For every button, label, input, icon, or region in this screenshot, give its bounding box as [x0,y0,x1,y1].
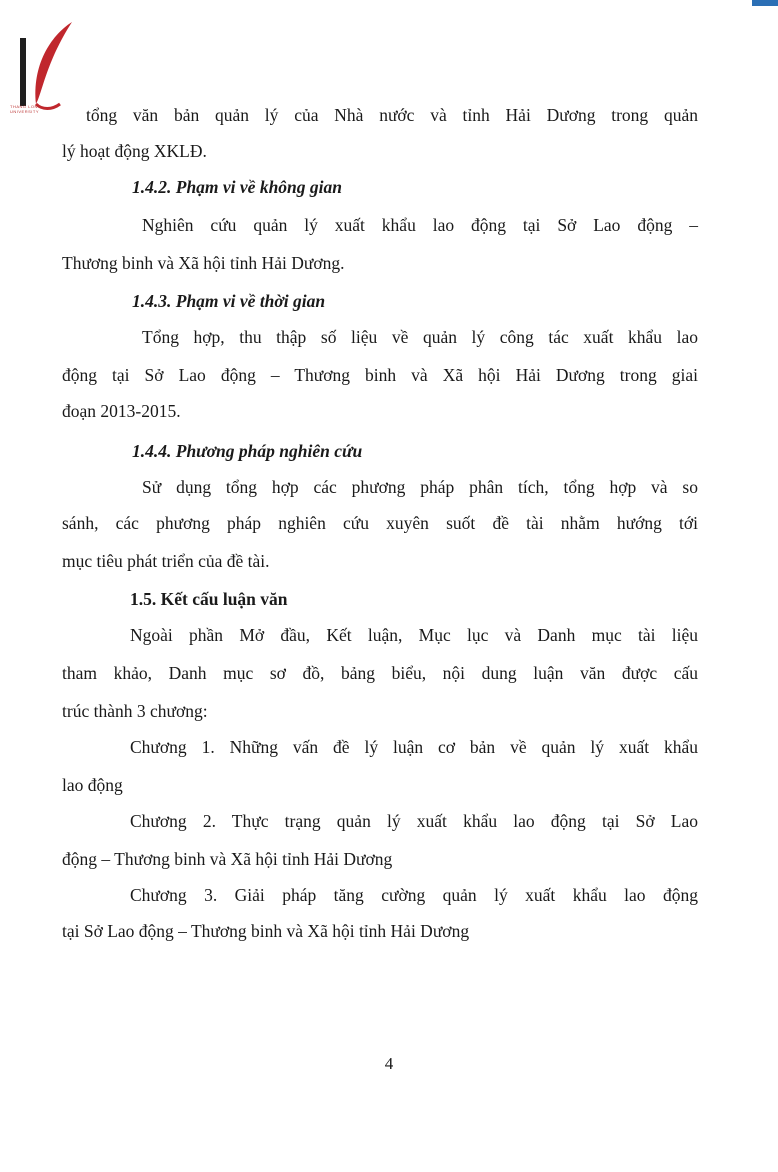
chapter-item-2: Chương 2. Thực trạng quản lý xuất khẩu lao động tại Sở Lao [130,811,698,831]
logo-caption: THANG LONG UNIVERSITY [10,104,42,114]
text-line: Nghiên cứu quản lý xuất khẩu lao động tại Sở Lao động – [142,215,698,235]
text-line: động tại Sở Lao động – Thương binh và Xã hội Hải Dương trong giai [62,365,698,385]
section-heading-1-5: 1.5. Kết cấu luận văn [130,589,288,609]
text-line: sánh, các phương pháp nghiên cứu xuyên suốt đề tài nhằm hướng tới [62,513,698,533]
text-line: động – Thương binh và Xã hội tỉnh Hải Dương [62,849,393,869]
text-line: mục tiêu phát triển của đề tài. [62,551,270,571]
chapter-item-3: Chương 3. Giải pháp tăng cường quản lý xuất khẩu lao động [130,885,698,905]
text-line: đoạn 2013-2015. [62,401,181,421]
text-line: tổng văn bản quản lý của Nhà nước và tỉnh Hải Dương trong quản [86,105,698,125]
section-heading-1-4-4: 1.4.4. Phương pháp nghiên cứu [132,441,363,461]
university-logo-icon [6,14,78,114]
text-line: tham khảo, Danh mục sơ đồ, bảng biểu, nội dung luận văn được cấu [62,663,698,683]
section-heading-1-4-2: 1.4.2. Phạm vi về không gian [132,177,343,197]
section-heading-1-4-3: 1.4.3. Phạm vi về thời gian [132,291,326,311]
text-line: trúc thành 3 chương: [62,701,208,721]
text-line: Thương binh và Xã hội tỉnh Hải Dương. [62,253,345,273]
text-line: tại Sở Lao động – Thương binh và Xã hội tỉnh Hải Dương [62,921,470,941]
text-line: lý hoạt động XKLĐ. [62,141,207,161]
text-line: Ngoài phần Mở đầu, Kết luận, Mục lục và Danh mục tài liệu [130,625,698,645]
text-line: Tổng hợp, thu thập số liệu về quản lý công tác xuất khẩu lao [142,327,698,347]
corner-color-mark [752,0,778,6]
chapter-item-1: Chương 1. Những vấn đề lý luận cơ bản về quản lý xuất khẩu [130,737,698,757]
page-number: 4 [384,1054,394,1073]
text-line: Sử dụng tổng hợp các phương pháp phân tích, tổng hợp và so [142,477,698,497]
text-line: lao động [62,775,123,795]
